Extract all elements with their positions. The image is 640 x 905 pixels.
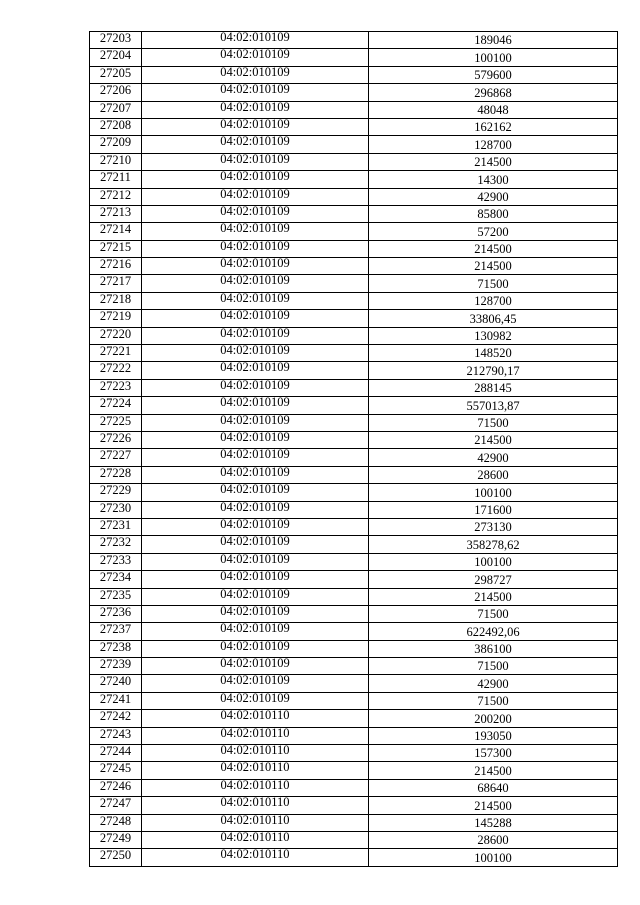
row-id-cell: 27245 [90, 762, 142, 779]
cadastral-code-cell: 04:02:010109 [142, 640, 369, 657]
row-id-cell: 27229 [90, 484, 142, 501]
row-id-cell: 27246 [90, 779, 142, 796]
table-row [90, 745, 618, 762]
table-row [90, 49, 618, 66]
table-row [90, 814, 618, 831]
row-id-cell: 27233 [90, 553, 142, 570]
amount-cell: 42900 [369, 449, 618, 466]
row-id-cell: 27222 [90, 362, 142, 379]
table-row [90, 240, 618, 257]
cadastral-code-cell: 04:02:010109 [142, 571, 369, 588]
cadastral-code-cell: 04:02:010109 [142, 588, 369, 605]
cadastral-code-cell: 04:02:010110 [142, 797, 369, 814]
amount-cell: 579600 [369, 66, 618, 83]
table-row [90, 849, 618, 866]
amount-cell: 28600 [369, 831, 618, 848]
cadastral-code-cell: 04:02:010109 [142, 205, 369, 222]
amount-cell: 71500 [369, 275, 618, 292]
cadastral-code-cell: 04:02:010109 [142, 327, 369, 344]
row-id-cell: 27226 [90, 431, 142, 448]
cadastral-code-cell: 04:02:010109 [142, 553, 369, 570]
row-id-cell: 27220 [90, 327, 142, 344]
document-page [89, 31, 617, 867]
cadastral-code-cell: 04:02:010109 [142, 397, 369, 414]
row-id-cell: 27236 [90, 605, 142, 622]
cadastral-code-cell: 04:02:010109 [142, 66, 369, 83]
amount-cell: 214500 [369, 258, 618, 275]
cadastral-code-cell: 04:02:010109 [142, 623, 369, 640]
table-row [90, 797, 618, 814]
cadastral-code-cell: 04:02:010109 [142, 223, 369, 240]
table-row [90, 345, 618, 362]
cadastral-code-cell: 04:02:010109 [142, 188, 369, 205]
row-id-cell: 27225 [90, 414, 142, 431]
table-row [90, 397, 618, 414]
table-row [90, 675, 618, 692]
cadastral-code-cell: 04:02:010109 [142, 136, 369, 153]
amount-cell: 100100 [369, 49, 618, 66]
row-id-cell: 27207 [90, 101, 142, 118]
table-row [90, 84, 618, 101]
row-id-cell: 27235 [90, 588, 142, 605]
cadastral-code-cell: 04:02:010110 [142, 831, 369, 848]
amount-cell: 273130 [369, 518, 618, 535]
amount-cell: 28600 [369, 466, 618, 483]
amount-cell: 100100 [369, 849, 618, 866]
cadastral-code-cell: 04:02:010109 [142, 258, 369, 275]
table-row [90, 727, 618, 744]
row-id-cell: 27241 [90, 692, 142, 709]
table-row [90, 153, 618, 170]
amount-cell: 193050 [369, 727, 618, 744]
row-id-cell: 27206 [90, 84, 142, 101]
table-row [90, 553, 618, 570]
row-id-cell: 27221 [90, 345, 142, 362]
amount-cell: 162162 [369, 118, 618, 135]
cadastral-code-cell: 04:02:010109 [142, 449, 369, 466]
row-id-cell: 27219 [90, 310, 142, 327]
row-id-cell: 27239 [90, 658, 142, 675]
table-row [90, 414, 618, 431]
table-row [90, 762, 618, 779]
cadastral-code-cell: 04:02:010109 [142, 501, 369, 518]
table-row [90, 779, 618, 796]
table-row [90, 188, 618, 205]
table-row [90, 379, 618, 396]
cadastral-code-cell: 04:02:010110 [142, 727, 369, 744]
amount-cell: 189046 [369, 32, 618, 49]
amount-cell: 100100 [369, 553, 618, 570]
cadastral-code-cell: 04:02:010109 [142, 32, 369, 49]
amount-cell: 386100 [369, 640, 618, 657]
table-row [90, 571, 618, 588]
table-row [90, 258, 618, 275]
table-row [90, 623, 618, 640]
row-id-cell: 27231 [90, 518, 142, 535]
cadastral-code-cell: 04:02:010109 [142, 362, 369, 379]
table-row [90, 466, 618, 483]
cadastral-code-cell: 04:02:010110 [142, 745, 369, 762]
amount-cell: 214500 [369, 240, 618, 257]
table-row [90, 101, 618, 118]
cadastral-code-cell: 04:02:010110 [142, 814, 369, 831]
row-id-cell: 27242 [90, 710, 142, 727]
row-id-cell: 27223 [90, 379, 142, 396]
table-row [90, 275, 618, 292]
row-id-cell: 27210 [90, 153, 142, 170]
row-id-cell: 27211 [90, 171, 142, 188]
cadastral-code-cell: 04:02:010110 [142, 779, 369, 796]
row-id-cell: 27218 [90, 292, 142, 309]
row-id-cell: 27204 [90, 49, 142, 66]
amount-cell: 288145 [369, 379, 618, 396]
cadastral-code-cell: 04:02:010109 [142, 118, 369, 135]
amount-cell: 128700 [369, 292, 618, 309]
amount-cell: 622492,06 [369, 623, 618, 640]
amount-cell: 42900 [369, 675, 618, 692]
amount-cell: 145288 [369, 814, 618, 831]
row-id-cell: 27217 [90, 275, 142, 292]
amount-cell: 57200 [369, 223, 618, 240]
amount-cell: 48048 [369, 101, 618, 118]
row-id-cell: 27238 [90, 640, 142, 657]
cadastral-code-cell: 04:02:010110 [142, 710, 369, 727]
amount-cell: 157300 [369, 745, 618, 762]
table-row [90, 449, 618, 466]
amount-cell: 212790,17 [369, 362, 618, 379]
row-id-cell: 27228 [90, 466, 142, 483]
amount-cell: 14300 [369, 171, 618, 188]
amount-cell: 214500 [369, 762, 618, 779]
amount-cell: 42900 [369, 188, 618, 205]
table-row [90, 171, 618, 188]
amount-cell: 214500 [369, 797, 618, 814]
table-row [90, 692, 618, 709]
cadastral-code-cell: 04:02:010109 [142, 310, 369, 327]
table-row [90, 310, 618, 327]
amount-cell: 68640 [369, 779, 618, 796]
cadastral-code-cell: 04:02:010109 [142, 49, 369, 66]
table-row [90, 640, 618, 657]
cadastral-code-cell: 04:02:010109 [142, 292, 369, 309]
row-id-cell: 27250 [90, 849, 142, 866]
amount-cell: 130982 [369, 327, 618, 344]
row-id-cell: 27224 [90, 397, 142, 414]
table-row [90, 362, 618, 379]
row-id-cell: 27248 [90, 814, 142, 831]
table-row [90, 431, 618, 448]
amount-cell: 557013,87 [369, 397, 618, 414]
cadastral-code-cell: 04:02:010109 [142, 345, 369, 362]
amount-cell: 298727 [369, 571, 618, 588]
row-id-cell: 27230 [90, 501, 142, 518]
cadastral-code-cell: 04:02:010109 [142, 675, 369, 692]
amount-cell: 100100 [369, 484, 618, 501]
row-id-cell: 27212 [90, 188, 142, 205]
cadastral-code-cell: 04:02:010109 [142, 414, 369, 431]
cadastral-code-cell: 04:02:010109 [142, 171, 369, 188]
cadastral-code-cell: 04:02:010109 [142, 466, 369, 483]
cadastral-code-cell: 04:02:010109 [142, 518, 369, 535]
row-id-cell: 27215 [90, 240, 142, 257]
amount-cell: 71500 [369, 658, 618, 675]
table-row [90, 327, 618, 344]
amount-cell: 358278,62 [369, 536, 618, 553]
table-row [90, 588, 618, 605]
cadastral-code-cell: 04:02:010109 [142, 484, 369, 501]
cadastral-code-cell: 04:02:010109 [142, 658, 369, 675]
cadastral-code-cell: 04:02:010110 [142, 762, 369, 779]
row-id-cell: 27214 [90, 223, 142, 240]
row-id-cell: 27216 [90, 258, 142, 275]
cadastral-code-cell: 04:02:010109 [142, 605, 369, 622]
table-row [90, 831, 618, 848]
table-row [90, 32, 618, 49]
row-id-cell: 27243 [90, 727, 142, 744]
table-row [90, 484, 618, 501]
row-id-cell: 27213 [90, 205, 142, 222]
row-id-cell: 27249 [90, 831, 142, 848]
table-row [90, 501, 618, 518]
cadastral-code-cell: 04:02:010109 [142, 240, 369, 257]
row-id-cell: 27227 [90, 449, 142, 466]
table-body [90, 32, 618, 867]
amount-cell: 33806,45 [369, 310, 618, 327]
table-row [90, 118, 618, 135]
amount-cell: 200200 [369, 710, 618, 727]
table-row [90, 66, 618, 83]
row-id-cell: 27208 [90, 118, 142, 135]
table-row [90, 205, 618, 222]
cadastral-code-cell: 04:02:010109 [142, 153, 369, 170]
row-id-cell: 27203 [90, 32, 142, 49]
amount-cell: 71500 [369, 414, 618, 431]
row-id-cell: 27247 [90, 797, 142, 814]
amount-cell: 148520 [369, 345, 618, 362]
amount-cell: 214500 [369, 588, 618, 605]
table-row [90, 518, 618, 535]
cadastral-code-cell: 04:02:010109 [142, 275, 369, 292]
table-row [90, 292, 618, 309]
row-id-cell: 27240 [90, 675, 142, 692]
row-id-cell: 27232 [90, 536, 142, 553]
cadastral-code-cell: 04:02:010109 [142, 84, 369, 101]
cadastral-code-cell: 04:02:010109 [142, 101, 369, 118]
amount-cell: 128700 [369, 136, 618, 153]
row-id-cell: 27209 [90, 136, 142, 153]
table-row [90, 605, 618, 622]
amount-cell: 214500 [369, 153, 618, 170]
cadastral-code-cell: 04:02:010110 [142, 849, 369, 866]
table-row [90, 223, 618, 240]
amount-cell: 71500 [369, 605, 618, 622]
row-id-cell: 27244 [90, 745, 142, 762]
amount-cell: 214500 [369, 431, 618, 448]
cadastral-code-cell: 04:02:010109 [142, 536, 369, 553]
amount-cell: 296868 [369, 84, 618, 101]
data-table [89, 31, 618, 867]
table-row [90, 136, 618, 153]
row-id-cell: 27205 [90, 66, 142, 83]
row-id-cell: 27234 [90, 571, 142, 588]
table-row [90, 536, 618, 553]
row-id-cell: 27237 [90, 623, 142, 640]
cadastral-code-cell: 04:02:010109 [142, 431, 369, 448]
table-row [90, 658, 618, 675]
cadastral-code-cell: 04:02:010109 [142, 379, 369, 396]
table-row [90, 710, 618, 727]
amount-cell: 85800 [369, 205, 618, 222]
cadastral-code-cell: 04:02:010109 [142, 692, 369, 709]
amount-cell: 171600 [369, 501, 618, 518]
amount-cell: 71500 [369, 692, 618, 709]
